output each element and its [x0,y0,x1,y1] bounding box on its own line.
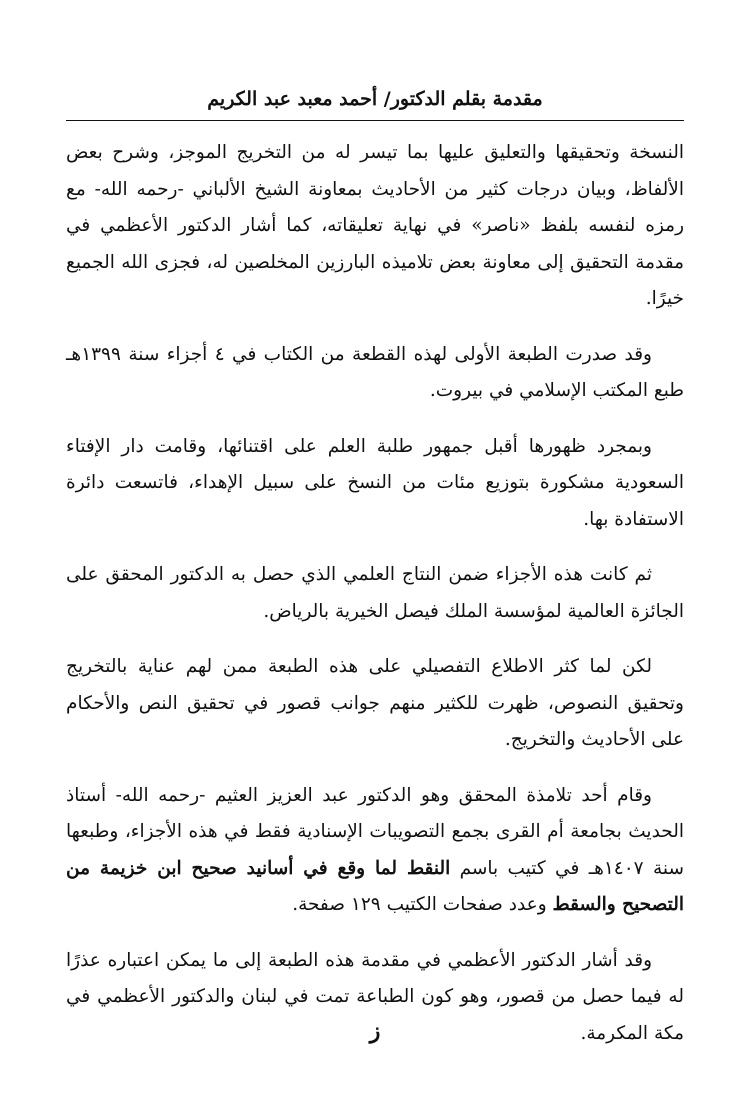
paragraph-6-text-before: وقام أحد تلامذة المحقق وهو الدكتور عبد العزيز العثيم -رحمه الله- أستاذ الحديث بجامعة أم القرى بجمع التصويبات الإسنادية فقط في هذه الأجزاء، وطبعها سنة ١٤٠٧هـ في كتيب باسم [66,784,685,879]
page-body [66,135,684,1071]
paragraph-6-text-after: وعدد صفحات الكتيب ١٢٩ صفحة. [292,894,553,915]
paragraph-6 [66,778,684,924]
paragraph-1: النسخة وتحقيقها والتعليق عليها بما تيسر له من التخريج الموجز، وشرح بعض الألفاظ، وبيان درجات كثير من الأحاديث بمعاونة الشيخ الألباني -رحمه الله- مع رمزه لنفسه بلفظ «ناصر» في نهاية تعليقاته، كما أشار الدكتور الأعظمي في مقدمة التحقيق إلى معاونة بعض تلاميذه البارزين المخلصين له، فجزى الله الجميع خيرًا. [66,142,684,309]
paragraph-5: لكن لما كثر الاطلاع التفصيلي على هذه الطبعة ممن لهم عناية بالتخريج وتحقيق النصوص، ظهرت للكثير منهم جوانب قصور في تحقيق النص والأحكام على الأحاديث والتخريج. [66,656,684,750]
page-number: ز [369,1018,381,1044]
paragraph-2: وقد صدرت الطبعة الأولى لهذه القطعة من الكتاب في ٤ أجزاء سنة ١٣٩٩هـ طبع المكتب الإسلامي في بيروت. [66,343,684,401]
header-divider [66,120,684,121]
running-title: مقدمة بقلم الدكتور/ أحمد معبد عبد الكريم [207,88,543,110]
paragraph-4: ثم كانت هذه الأجزاء ضمن النتاج العلمي الذي حصل به الدكتور المحقق على الجائزة العالمية لمؤسسة الملك فيصل الخيرية بالرياض. [66,564,684,622]
paragraph-3: وبمجرد ظهورها أقبل جمهور طلبة العلم على اقتنائها، وقامت دار الإفتاء السعودية مشكورة بتوزيع مئات من النسخ على سبيل الإهداء، فاتسعت دائرة الاستفادة بها. [66,435,684,530]
book-title: النقط لما وقع في أسانيد صحيح ابن خزيمة من التصحيح والسقط [66,857,684,915]
paragraph-7: وقد أشار الدكتور الأعظمي في مقدمة هذه الطبعة إلى ما يمكن اعتباره عذرًا له فيما حصل من قصور، وهو كون الطباعة تمت في لبنان والدكتور الأعظمي في مكة المكرمة. [66,949,684,1044]
page-header [66,84,684,114]
